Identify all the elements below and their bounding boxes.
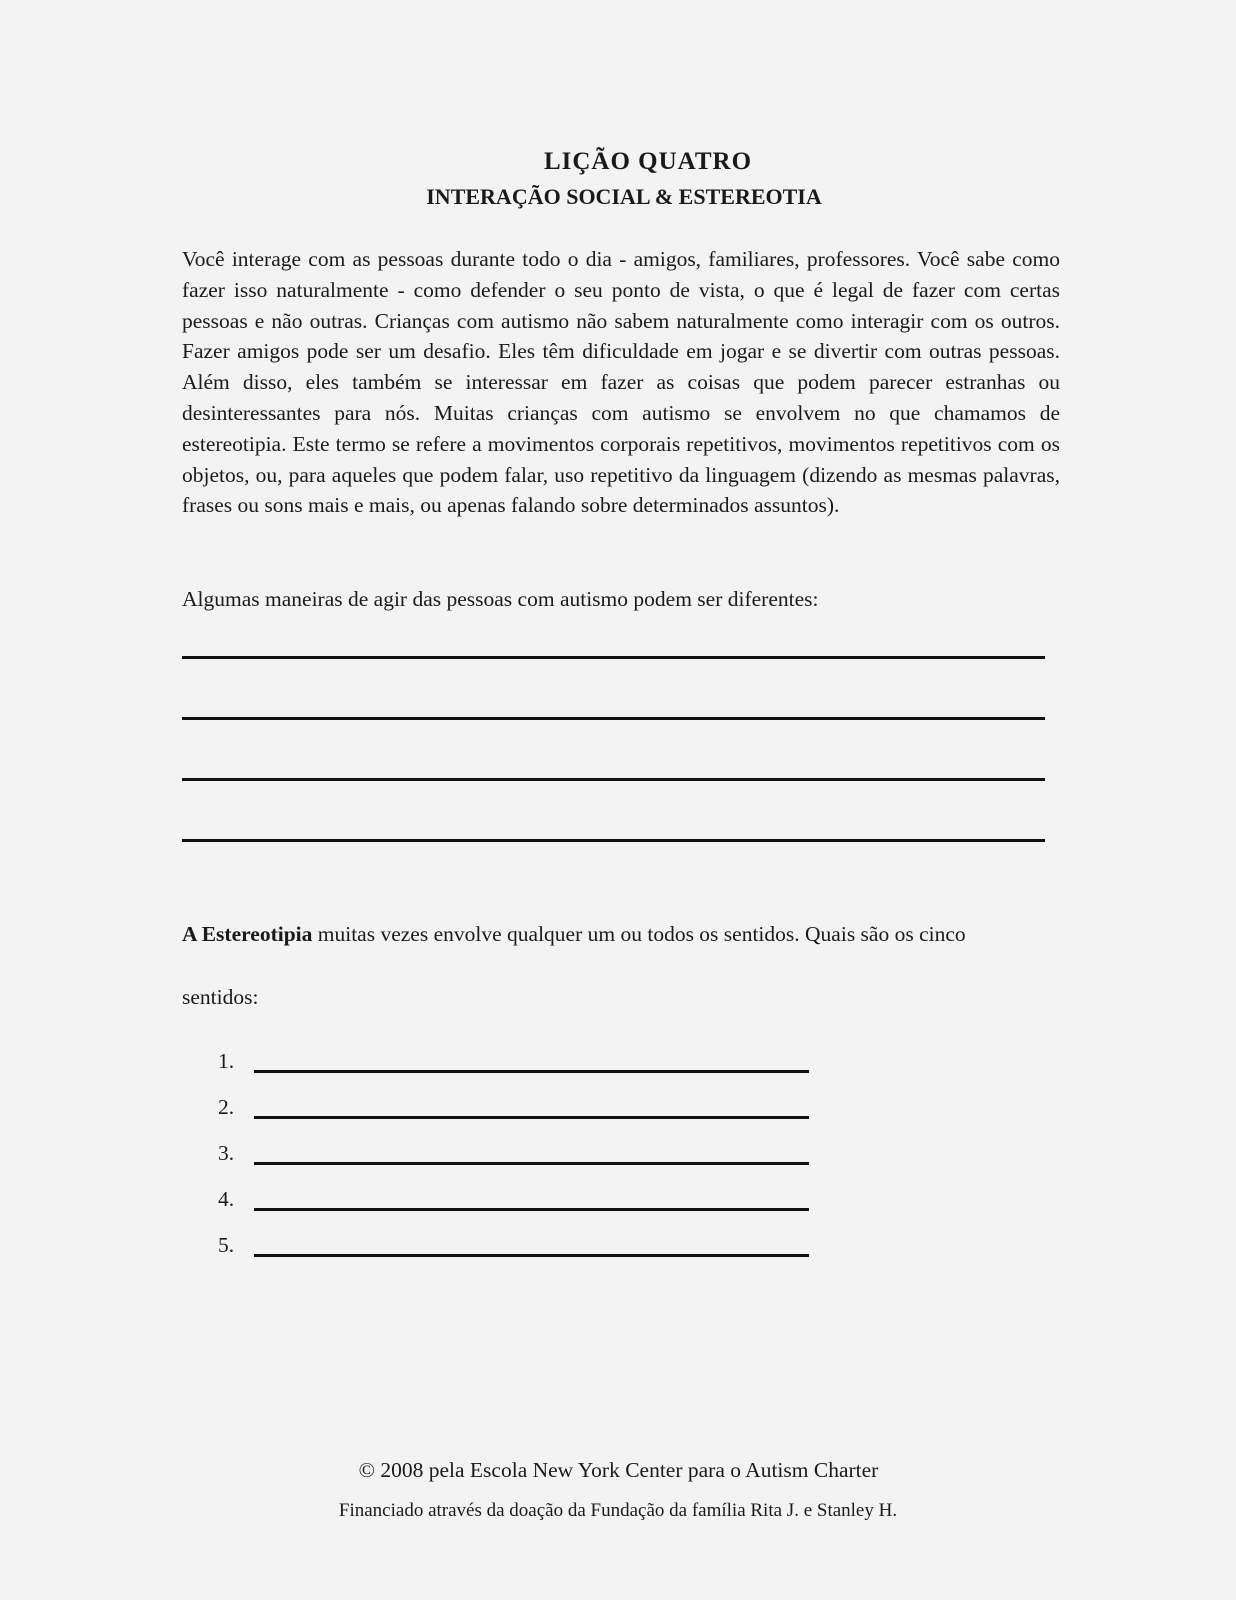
funding-notice: Financiado através da doação da Fundação da família Rita J. e Stanley H. bbox=[338, 1500, 898, 1521]
answer-line[interactable] bbox=[182, 778, 1045, 781]
sense-answer-line[interactable] bbox=[254, 1254, 809, 1257]
list-item bbox=[218, 1095, 818, 1121]
sense-answer-line[interactable] bbox=[254, 1070, 809, 1073]
list-item bbox=[218, 1233, 818, 1259]
answer-line[interactable] bbox=[182, 656, 1045, 659]
lesson-subtitle: INTERAÇÃO SOCIAL & ESTEREOTIA bbox=[426, 184, 822, 209]
intro-paragraph: Você interage com as pessoas durante todo o dia - amigos, familiares, professores. Você sabe como fazer isso naturalmente - como defender o seu ponto de vista, o que é legal de fazer com certas pessoas e não outras. Crianças com autismo não sabem naturalmente como interagir com os outros. Fazer amigos pode ser um desafio. Eles têm dificuldade em jogar e se divertir com outras pessoas. Além disso, eles também se interessar em fazer as coisas que podem parecer estranhas ou desinteressantes para nós. Muitas crianças com autismo se envolvem no que chamamos de estereotipia. Este termo se refere a movimentos corporais repetitivos, movimentos repetitivos com os objetos, ou, para aqueles que podem falar, uso repetitivo da linguagem (dizendo as mesmas palavras, frases ou sons mais e mais, ou apenas falando sobre determinados assuntos). bbox=[182, 247, 1060, 518]
senses-question-bold-lead: A Estereotipia bbox=[182, 922, 313, 946]
list-item bbox=[218, 1049, 818, 1075]
list-item-number: 3. bbox=[218, 1141, 235, 1165]
list-item-number: 1. bbox=[218, 1049, 235, 1073]
sense-answer-line[interactable] bbox=[254, 1208, 809, 1211]
answer-line[interactable] bbox=[182, 839, 1045, 842]
lesson-title: LIÇÃO QUATRO bbox=[543, 148, 753, 175]
copyright-notice: © 2008 pela Escola New York Center para o Autism Charter bbox=[358, 1458, 879, 1482]
sense-answer-line[interactable] bbox=[254, 1116, 809, 1119]
list-item bbox=[218, 1141, 818, 1167]
list-item bbox=[218, 1187, 818, 1213]
question-prompt-behaviors: Algumas maneiras de agir das pessoas com autismo podem ser diferentes: bbox=[182, 587, 819, 611]
list-item-number: 5. bbox=[218, 1233, 235, 1257]
list-item-number: 4. bbox=[218, 1187, 235, 1211]
answer-line[interactable] bbox=[182, 717, 1045, 720]
list-item-number: 2. bbox=[218, 1095, 235, 1119]
sense-answer-line[interactable] bbox=[254, 1162, 809, 1165]
senses-question-tail: sentidos: bbox=[182, 985, 259, 1009]
senses-question bbox=[182, 922, 966, 947]
senses-question-text: muitas vezes envolve qualquer um ou todos os sentidos. Quais são os cinco bbox=[312, 922, 966, 946]
